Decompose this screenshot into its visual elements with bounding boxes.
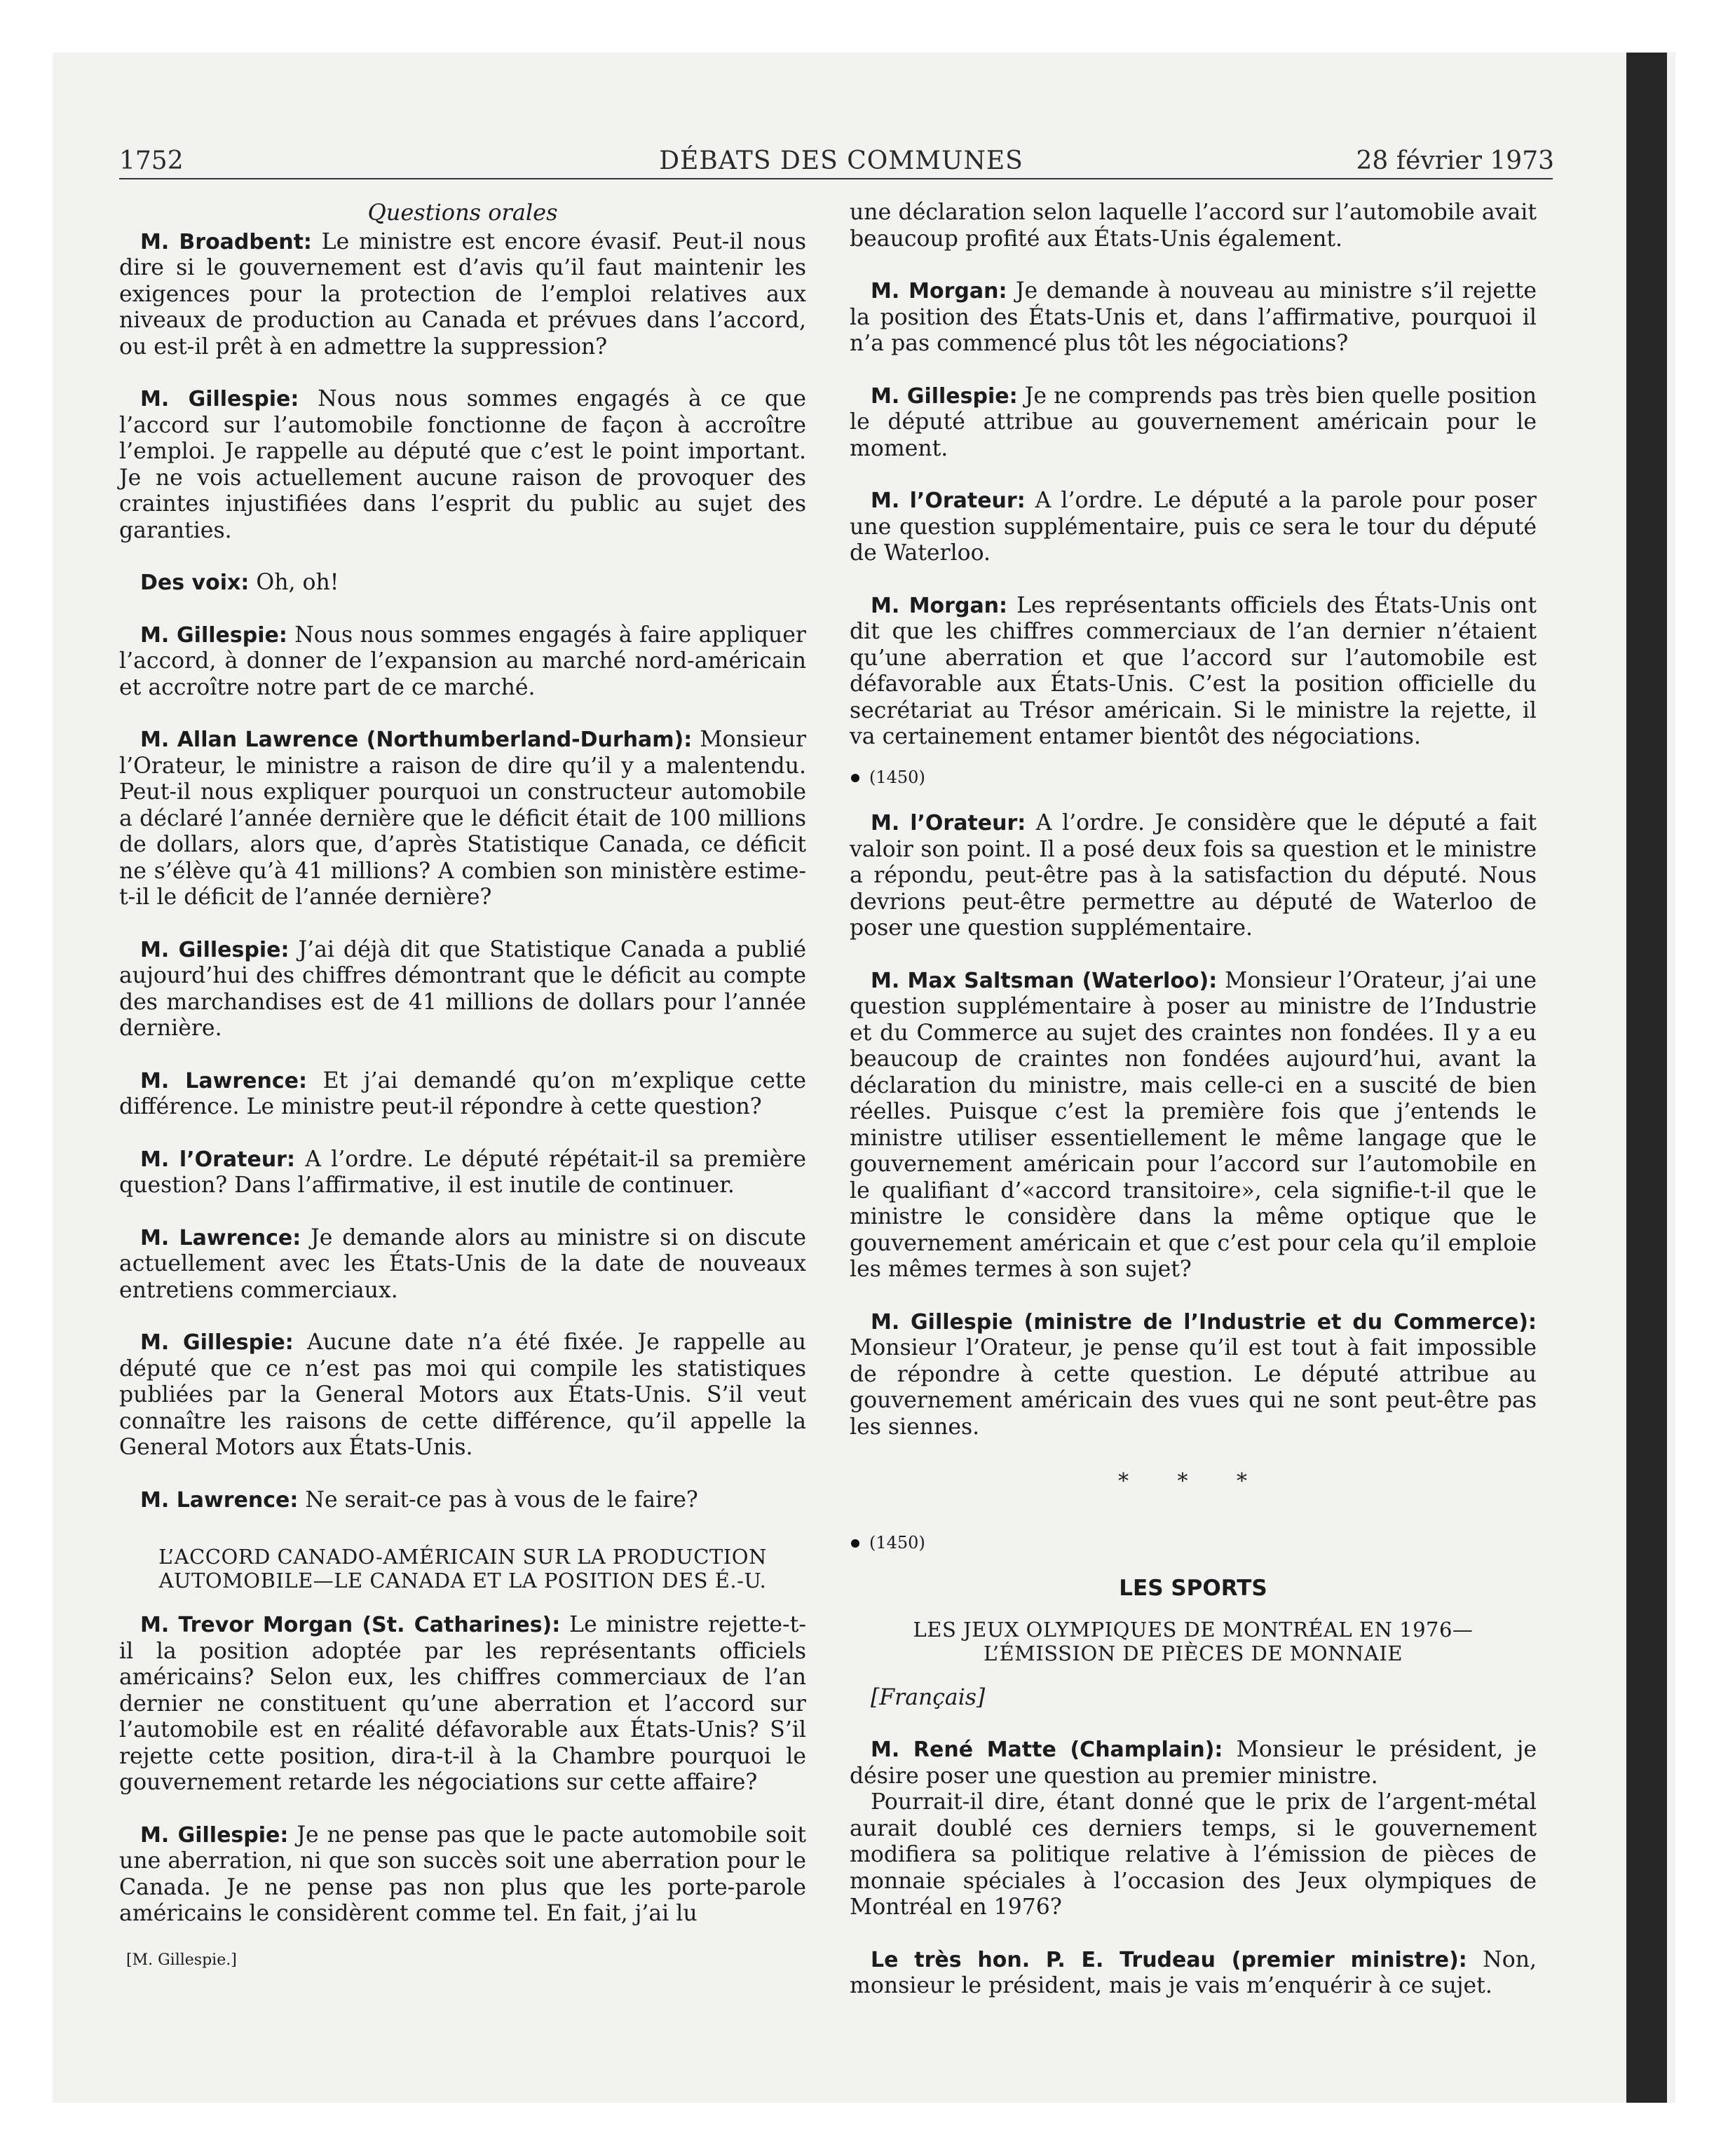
speech-paragraph bbox=[850, 593, 1537, 751]
speaker-name: Des voix: bbox=[140, 571, 250, 595]
speech-paragraph bbox=[119, 1487, 806, 1514]
rubric-line: L’ÉMISSION DE PIÈCES DE MONNAIE bbox=[983, 1641, 1403, 1665]
rubric-line: LES JEUX OLYMPIQUES DE MONTRÉAL EN 1976— bbox=[913, 1617, 1474, 1642]
speaker-name: M. Gillespie: bbox=[140, 622, 287, 648]
speech-paragraph bbox=[119, 1068, 806, 1121]
speaker-name: M. Max Saltsman (Waterloo): bbox=[871, 968, 1218, 993]
speaker-name: M. Gillespie: bbox=[140, 1822, 289, 1848]
speech-paragraph bbox=[119, 386, 806, 544]
speaker-name: M. Broadbent: bbox=[140, 229, 312, 254]
section-break-stars: * * * bbox=[1117, 1469, 1269, 1494]
speech-text: J’ai déjà dit que Statistique Canada a publié aujourd’hui des chiffres démontrant que le déficit au compte des marchandises est de 41 millions de dollars pour l’année dernière. bbox=[119, 936, 806, 1041]
time-label: (1450) bbox=[869, 767, 925, 787]
time-label: (1450) bbox=[869, 1532, 925, 1553]
speech-text: Aucune date n’a été fixée. Je rappelle au député que ce n’est pas moi qui compile les statistiques publiées par la General Motors aux États-Unis. S’il veut connaître les raisons de cette différence, qu’il appelle la General Motors aux États-Unis. bbox=[119, 1330, 806, 1460]
bullet-dot-icon bbox=[851, 774, 859, 782]
plain-paragraph: Pourrait-il dire, étant donné que le prix de l’argent-métal aurait doublé ces derniers temps, si le gouvernement modifiera sa politique relative à l’émission de pièces de monnaie spéciales à l’occasion des Jeux olympiques de Montréal en 1976? bbox=[850, 1789, 1537, 1920]
speech-paragraph bbox=[119, 229, 806, 361]
speech-paragraph bbox=[119, 1225, 806, 1304]
left-column bbox=[119, 200, 806, 1973]
rubric-line: L’ACCORD CANADO-AMÉRICAIN SUR LA PRODUCTION bbox=[158, 1545, 767, 1569]
speech-text: Monsieur le président, je désire poser une question au premier ministre. bbox=[850, 1737, 1537, 1789]
speaker-name: M. Lawrence: bbox=[140, 1487, 299, 1513]
bullet-dot-icon bbox=[851, 1539, 859, 1548]
speech-paragraph bbox=[119, 570, 806, 596]
header-rule bbox=[119, 178, 1553, 179]
speaker-name: M. l’Orateur: bbox=[140, 1147, 295, 1172]
topic-rubric bbox=[119, 1545, 806, 1592]
time-marker bbox=[850, 765, 1537, 791]
speech-paragraph bbox=[850, 810, 1537, 942]
language-tag: [Français] bbox=[871, 1684, 986, 1710]
speech-paragraph bbox=[119, 1330, 806, 1461]
speech-text: Monsieur l’Orateur, j’ai une question supplémentaire à poser au ministre de l’Industrie et du Commerce au sujet des craintes non fondées. Il y a eu beaucoup de craintes non fondées aujourd’hui, avant la déclaration du ministre, mais celle-ci en a suscité de bien réelles. Puisque c’est la première fois que j’entends le ministre utiliser essentiellement le même langage que le gouvernement américain pour l’accord sur l’automobile en le qualifiant d’«accord transitoire», cela signifie-t-il que le ministre le considère dans la même optique que le gouvernement américain et que c’est pour cela qu’il emploie les mêmes termes à son sujet? bbox=[850, 967, 1537, 1282]
page-number: 1752 bbox=[119, 146, 184, 175]
speaker-name: M. Lawrence: bbox=[140, 1068, 307, 1093]
speech-text: Je demande à nouveau au ministre s’il rejette la position des États-Unis et, dans l’affirmative, pourquoi il n’a pas commencé plus tôt les négociations? bbox=[850, 278, 1537, 356]
speech-paragraph bbox=[119, 1612, 806, 1796]
speech-text: Le ministre est encore évasif. Peut-il nous dire si le gouvernement est d’avis qu’il faut maintenir les exigences pour la protection de l’emploi relatives aux niveaux de production au Canada et prévues dans l’accord, ou est-il prêt à en admettre la suppression? bbox=[119, 228, 806, 360]
rubric-line: AUTOMOBILE—LE CANADA ET LA POSITION DES É.-U. bbox=[158, 1569, 767, 1592]
speaker-signature: [M. Gillespie.] bbox=[126, 1951, 237, 1969]
speech-text: Nous nous sommes engagés à ce que l’accord sur l’automobile fonctionne de façon à accroître l’emploi. Je rappelle au député que c’est le point important. Je ne vois actuellement aucune raison de provoquer des craintes injustifiées dans l’esprit du public au sujet des garanties. bbox=[119, 386, 806, 543]
speaker-name: M. Allan Lawrence (Northumberland-Durham): bbox=[140, 728, 693, 752]
speech-text: A l’ordre. Le député répétait-il sa première question? Dans l’affirmative, il est inutile de continuer. bbox=[119, 1146, 806, 1198]
speech-paragraph bbox=[850, 1947, 1537, 2000]
speech-text: Ne serait-ce pas à vous de le faire? bbox=[298, 1487, 698, 1513]
right-column bbox=[850, 200, 1537, 2026]
speech-text: Monsieur l’Orateur, le ministre a raison de dire qu’il y a malentendu. Peut-il nous expliquer pourquoi un constructeur automobile a déclaré l’année dernière que le déficit était de 100 millions de dollars, alors que, d’après Statistique Canada, ce déficit ne s’élève qu’à 41 millions? A combien son ministère estime-t-il le déficit de l’année dernière? bbox=[119, 727, 807, 910]
speech-paragraph bbox=[850, 1737, 1537, 1789]
speaker-name: M. Gillespie: bbox=[140, 387, 299, 411]
speech-text: Nous nous sommes engagés à faire appliquer l’accord, à donner de l’expansion au marché nord-américain et accroître notre part de ce marché. bbox=[119, 622, 806, 700]
topic-rubric bbox=[850, 1618, 1537, 1665]
time-marker bbox=[850, 1530, 1537, 1557]
speech-text: Monsieur l’Orateur, je pense qu’il est tout à fait impossible de répondre à cette question. Le député attribue au gouvernement américain des vues qui ne sont peut-être pas les siennes. bbox=[850, 1335, 1537, 1440]
running-title: DÉBATS DES COMMUNES bbox=[659, 146, 1023, 175]
speaker-name: Le très hon. P. E. Trudeau (premier ministre): bbox=[871, 1947, 1467, 1972]
speech-text: Oh, oh! bbox=[249, 570, 339, 595]
speech-text: Les représentants officiels des États-Unis ont dit que les chiffres commerciaux de l’an dernier n’étaient qu’une aberration et que l’accord sur l’automobile est défavorable aux États-Unis. C’est la position officielle du secrétariat au Trésor américain. Si le ministre la rejette, il va certainement entamer bientôt des négociations. bbox=[850, 592, 1537, 749]
speaker-name: M. Gillespie: bbox=[871, 383, 1018, 409]
speech-paragraph bbox=[850, 488, 1537, 567]
speech-text: A l’ordre. Je considère que le député a fait valoir son point. Il a posé deux fois sa question et le ministre a répondu, peut-être pas à la satisfaction du député. Nous devrions peut-être permettre au député de Waterloo de poser une question supplémentaire. bbox=[850, 810, 1537, 941]
speech-paragraph bbox=[119, 1822, 806, 1928]
speech-text: Je ne comprends pas très bien quelle position le député attribue au gouvernement américain pour le moment. bbox=[850, 383, 1537, 461]
speech-paragraph bbox=[119, 727, 806, 911]
speech-paragraph bbox=[119, 622, 806, 702]
scan-edge-bar bbox=[1626, 53, 1667, 2103]
speech-paragraph bbox=[850, 278, 1537, 357]
section-subhead: Questions orales bbox=[367, 199, 558, 226]
speaker-name: M. l’Orateur: bbox=[871, 489, 1026, 513]
speaker-name: M. Gillespie (ministre de l’Industrie et du Commerce): bbox=[871, 1309, 1537, 1335]
speaker-name: M. Gillespie: bbox=[140, 937, 290, 962]
speaker-name: M. Morgan: bbox=[871, 593, 1008, 618]
speech-text: A l’ordre. Le député a la parole pour poser une question supplémentaire, puis ce sera le tour du député de Waterloo. bbox=[850, 488, 1537, 566]
speech-text: Et j’ai demandé qu’on m’explique cette différence. Le ministre peut-il répondre à cette question? bbox=[119, 1067, 806, 1119]
page-date: 28 février 1973 bbox=[1356, 146, 1554, 175]
speaker-name: M. Lawrence: bbox=[140, 1225, 301, 1250]
section-heading: LES SPORTS bbox=[1119, 1576, 1267, 1601]
speaker-name: M. Trevor Morgan (St. Catharines): bbox=[140, 1613, 561, 1637]
speaker-name: M. René Matte (Champlain): bbox=[871, 1738, 1223, 1762]
continuation-paragraph: une déclaration selon laquelle l’accord sur l’automobile avait beaucoup profité aux États-Unis également. bbox=[850, 200, 1537, 252]
speech-paragraph bbox=[850, 383, 1537, 463]
speech-paragraph bbox=[850, 968, 1537, 1283]
speaker-name: M. Morgan: bbox=[871, 279, 1007, 303]
speech-text: Je ne pense pas que le pacte automobile soit une aberration, ni que son succès soit une aberration pour le Canada. Je ne pense pas non plus que les porte-parole américains le considèrent comme tel. En fait, j’ai lu bbox=[119, 1822, 806, 1926]
speech-text: Le ministre rejette-t-il la position adoptée par les représentants officiels américains? Selon eux, les chiffres commerciaux de l’an dernier ne constituent qu’une aberration et l’accord sur l’automobile est en réalité défavorable aux États-Unis? S’il rejette cette position, dira-t-il à la Chambre pourquoi le gouvernement retarde les négociations sur cette affaire? bbox=[119, 1612, 806, 1795]
speech-text: Non, monsieur le président, mais je vais m’enquérir à ce sujet. bbox=[850, 1946, 1537, 1998]
speech-text: Je demande alors au ministre si on discute actuellement avec les États-Unis de la date de nouveaux entretiens commerciaux. bbox=[119, 1224, 806, 1303]
speech-paragraph bbox=[119, 937, 806, 1042]
speaker-name: M. l’Orateur: bbox=[871, 811, 1026, 835]
speech-paragraph bbox=[119, 1147, 806, 1199]
speaker-name: M. Gillespie: bbox=[140, 1330, 294, 1355]
speech-paragraph bbox=[850, 1309, 1537, 1441]
